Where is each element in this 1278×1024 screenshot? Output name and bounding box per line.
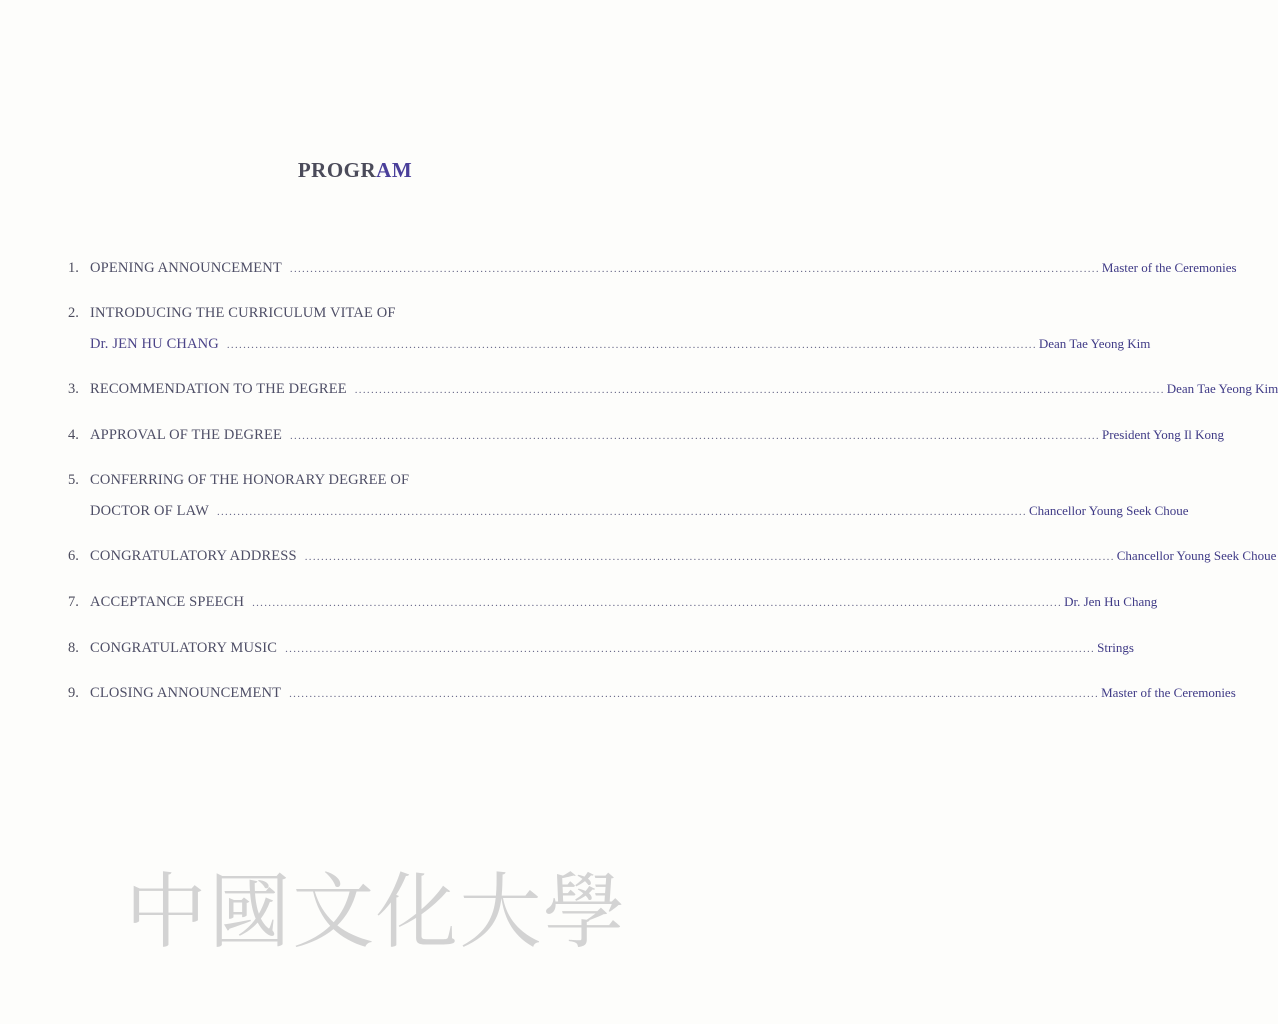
item-number: 6. <box>68 548 79 564</box>
watermark-char: 學 <box>542 864 625 960</box>
item-title: CONFERRING OF THE HONORARY DEGREE OF <box>90 472 410 488</box>
page-title-accent: AM <box>376 158 413 183</box>
dot-leader: ........................................................................................................................................................................................................ <box>289 688 1100 700</box>
item-title: ACCEPTANCE SPEECH <box>90 594 245 610</box>
item-number: 4. <box>68 427 79 443</box>
program-item-3 <box>68 380 1278 399</box>
dot-leader: ........................................................................................................................................................................................................ <box>285 643 1096 655</box>
dot-leader: ........................................................................................................................................................................................................ <box>289 263 1100 275</box>
item-number: 5. <box>68 472 79 488</box>
dot-leader: ........................................................................................................................................................................................................ <box>289 430 1100 442</box>
item-performer: Chancellor Young Seek Choue <box>1116 548 1277 563</box>
dot-leader: ........................................................................................................................................................................................................ <box>304 551 1115 563</box>
item-number: 8. <box>68 640 79 656</box>
program-item-6 <box>68 547 1277 566</box>
item-number: 2. <box>68 305 79 321</box>
item-title: APPROVAL OF THE DEGREE <box>90 427 282 443</box>
program-item-2-continued <box>68 335 1151 354</box>
item-title: RECOMMENDATION TO THE DEGREE <box>90 381 347 397</box>
page-title <box>0 158 710 183</box>
item-title: CONGRATULATORY ADDRESS <box>90 548 297 564</box>
item-performer: Dr. Jen Hu Chang <box>1064 594 1158 609</box>
item-title-continued: Dr. JEN HU CHANG <box>90 336 219 352</box>
program-item-4 <box>68 426 1225 445</box>
program-item-5-continued <box>68 502 1189 521</box>
program-item-7 <box>68 593 1158 612</box>
item-number: 1. <box>68 260 79 276</box>
item-performer: Strings <box>1097 640 1134 655</box>
item-performer: Master of the Ceremonies <box>1101 685 1236 700</box>
watermark-char: 大 <box>459 864 542 960</box>
item-title: OPENING ANNOUNCEMENT <box>90 260 282 276</box>
program-item-8 <box>68 639 1134 658</box>
item-performer: Dean Tae Yeong Kim <box>1166 381 1278 396</box>
item-number: 7. <box>68 594 79 610</box>
item-title: CONGRATULATORY MUSIC <box>90 640 278 656</box>
watermark-char: 化 <box>375 864 458 960</box>
watermark-char: 國 <box>208 864 291 960</box>
university-watermark <box>125 855 625 960</box>
dot-leader: ........................................................................................................................................................................................................ <box>216 506 1027 518</box>
program-item-1 <box>68 259 1237 278</box>
item-title: INTRODUCING THE CURRICULUM VITAE OF <box>90 305 396 321</box>
program-item-9 <box>68 684 1236 703</box>
watermark-char: 中 <box>125 864 208 960</box>
item-number: 9. <box>68 685 79 701</box>
program-item-5 <box>68 471 639 489</box>
item-performer: President Yong Il Kong <box>1101 427 1225 442</box>
watermark-char: 文 <box>292 864 375 960</box>
item-title: CLOSING ANNOUNCEMENT <box>90 685 282 701</box>
program-item-2 <box>68 304 639 322</box>
dot-leader: ........................................................................................................................................................................................................ <box>354 384 1165 396</box>
page-title-main: PROGR <box>297 158 377 183</box>
dot-leader: ........................................................................................................................................................................................................ <box>226 339 1037 351</box>
item-performer: Chancellor Young Seek Choue <box>1028 503 1189 518</box>
dot-leader: ........................................................................................................................................................................................................ <box>252 597 1063 609</box>
item-title-continued: DOCTOR OF LAW <box>90 503 209 519</box>
item-number: 3. <box>68 381 79 397</box>
item-performer: Dean Tae Yeong Kim <box>1038 336 1151 351</box>
item-performer: Master of the Ceremonies <box>1101 260 1237 275</box>
